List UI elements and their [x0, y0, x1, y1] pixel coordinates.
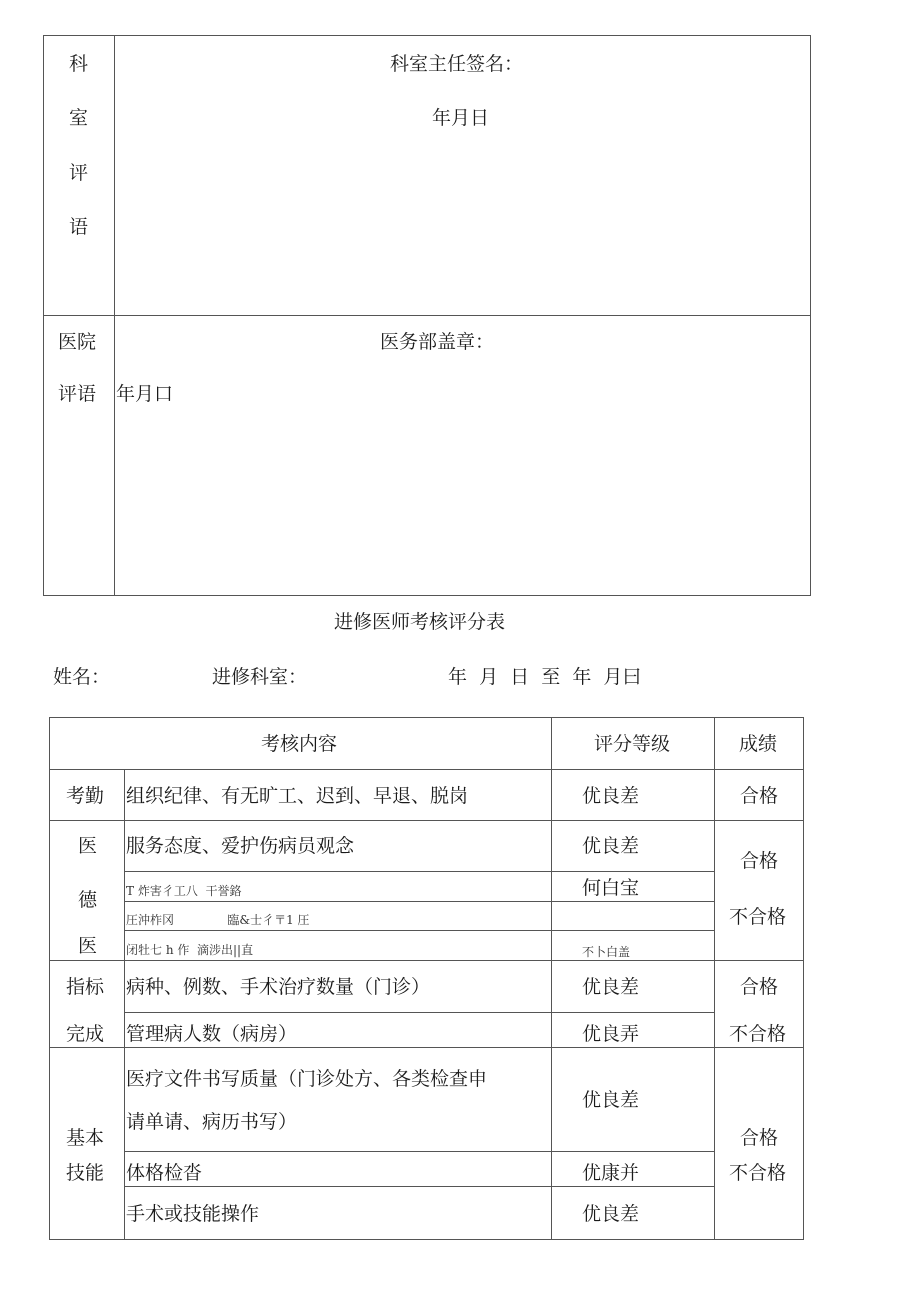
item-attendance: 组织纪律、有无旷工、迟到、早退、脱岗 — [126, 785, 469, 807]
hospital-comment-label-line1: 医院 — [58, 331, 97, 353]
grade-skills: 优良差 — [582, 1203, 640, 1225]
category-attendance: 考勤 — [66, 785, 105, 807]
result-attendance: 合格 — [740, 785, 779, 807]
item-skills: 医疗文件书写质量（门诊处方、各类检查申 — [126, 1068, 488, 1090]
result-skills-pass: 合格 — [740, 1127, 779, 1149]
category-targets-line2: 完成 — [66, 1023, 105, 1045]
grade-attendance: 优良差 — [582, 785, 640, 807]
result-ethics-fail: 不合格 — [729, 906, 787, 928]
category-ethics-char: 德 — [78, 889, 98, 911]
header-content: 考核内容 — [261, 733, 338, 755]
category-ethics-char: 医 — [78, 835, 98, 857]
dept-label-char: 语 — [69, 216, 89, 238]
grade-skills: 优良差 — [582, 1089, 640, 1111]
grade-targets: 优良差 — [582, 976, 640, 998]
item-skills: 手术或技能操作 — [126, 1203, 260, 1225]
header-result: 成绩 — [739, 733, 778, 755]
medical-dept-seal-label: 医务部盖章： — [380, 331, 495, 353]
result-targets-fail: 不合格 — [729, 1023, 787, 1045]
hospital-comment-label-line2: 评语 — [58, 383, 97, 405]
grade-ethics: 何白宝 — [582, 877, 640, 899]
dept-label-char: 科 — [69, 53, 89, 75]
result-skills-fail: 不合格 — [729, 1162, 787, 1184]
item-ethics: 服务态度、爱护伤病员观念 — [126, 835, 355, 857]
category-targets-line1: 指标 — [66, 976, 105, 998]
training-dept-label: 进修科室： — [212, 666, 308, 688]
category-skills-line1: 基本 — [66, 1127, 105, 1149]
hospital-comment-date: 年月口 — [116, 383, 174, 405]
grade-targets: 优良弄 — [582, 1023, 640, 1045]
grade-ethics: 优良差 — [582, 835, 640, 857]
form-title: 进修医师考核评分表 — [334, 611, 506, 633]
item-targets: 管理病人数（病房） — [126, 1023, 298, 1045]
grade-skills: 优康并 — [582, 1162, 640, 1184]
dept-label-char: 室 — [69, 107, 89, 129]
item-ethics: 闭牡七 h 作 滴涉出||直 — [126, 943, 254, 957]
result-targets-pass: 合格 — [740, 976, 779, 998]
name-label: 姓名： — [53, 666, 111, 688]
item-ethics: 圧沖柞冈 臨&士彳〒1 圧 — [126, 913, 310, 927]
category-ethics-char: 医 — [78, 935, 98, 957]
item-skills: 体格检沓 — [126, 1162, 203, 1184]
result-ethics-pass: 合格 — [740, 850, 779, 872]
training-period: 年 月 日 至 年 月曰 — [448, 666, 642, 688]
dept-label-char: 评 — [69, 162, 89, 184]
item-ethics: T 炸害彳工八 干誉鉻 — [126, 884, 242, 898]
dept-comment-date: 年月日 — [432, 107, 490, 129]
director-signature-label: 科室主任签名： — [390, 53, 524, 75]
item-targets: 病种、例数、手术治疗数量（门诊） — [126, 976, 431, 998]
grade-ethics: 不卜白盖 — [582, 945, 631, 959]
item-skills-cont: 请单请、病历书写） — [126, 1111, 298, 1133]
header-grade: 评分等级 — [594, 733, 671, 755]
category-skills-line2: 技能 — [66, 1162, 105, 1184]
